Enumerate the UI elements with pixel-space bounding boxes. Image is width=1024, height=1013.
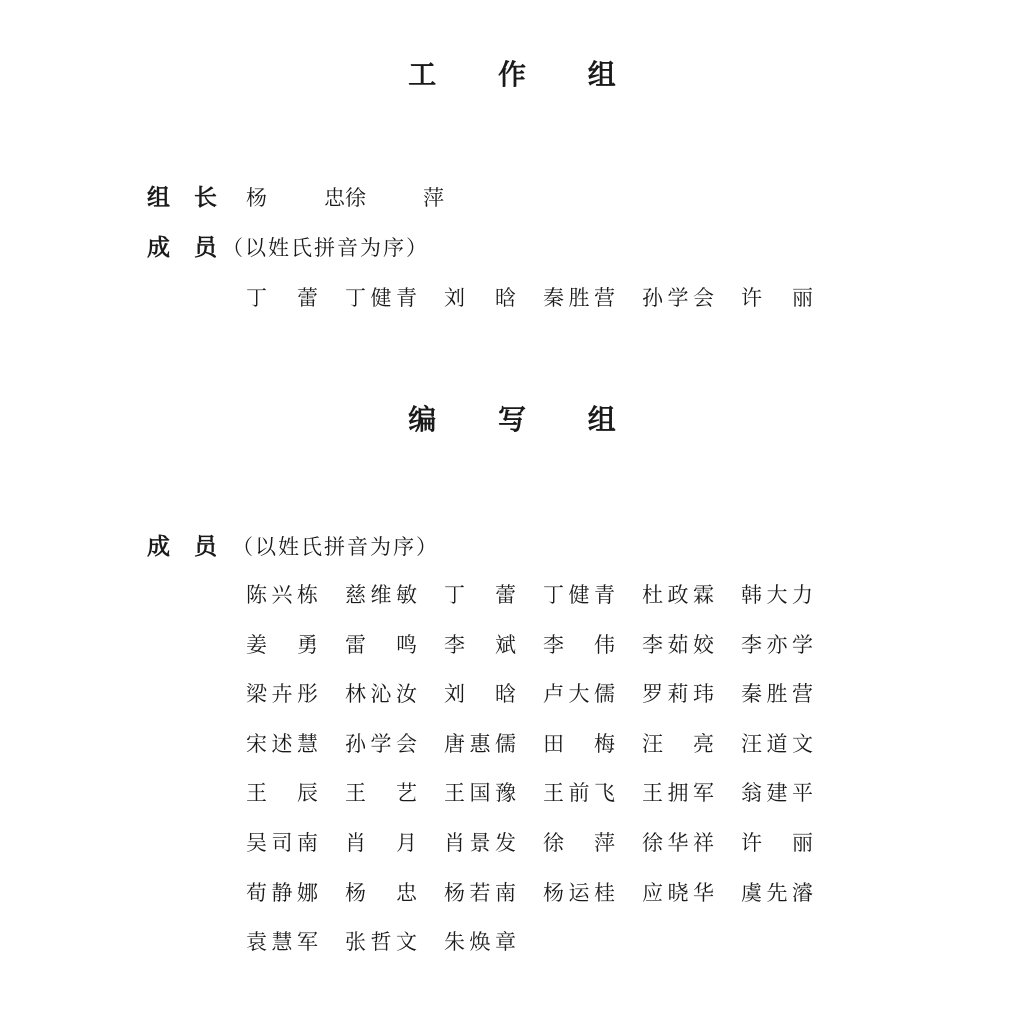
member-name: 王 艺 — [345, 781, 417, 806]
member-name: 丁 蕾 — [246, 286, 318, 310]
member-name: 宋 述 慧 — [246, 731, 318, 756]
member-name: 李 斌 — [444, 632, 516, 657]
member-name: 林 沁 汝 — [345, 682, 417, 707]
member-name: 翁 建 平 — [741, 781, 813, 806]
member-name: 雷 鸣 — [345, 632, 417, 657]
member-name: 徐 华 祥 — [642, 830, 714, 855]
member-name: 罗 莉 玮 — [642, 682, 714, 707]
work-members-note: （以姓氏拼音为序） — [222, 236, 429, 260]
member-name: 王 前 飞 — [543, 781, 615, 806]
member-name: 荀 静 娜 — [246, 880, 318, 905]
member-name: 许 丽 — [741, 286, 813, 310]
work-group-title: 工 作 组 — [408, 58, 642, 91]
member-name: 秦 胜 营 — [543, 286, 615, 310]
member-name: 李 伟 — [543, 632, 615, 657]
member-name: 杨 若 南 — [444, 880, 516, 905]
member-name: 袁 慧 军 — [246, 930, 318, 955]
member-name: 汪 亮 — [642, 731, 714, 756]
member-name: 韩 大 力 — [741, 583, 813, 607]
member-name: 朱 焕 章 — [444, 930, 516, 955]
member-name: 应 晓 华 — [642, 880, 714, 905]
member-name: 许 丽 — [741, 830, 813, 855]
member-name: 秦 胜 营 — [741, 682, 813, 707]
member-name: 张 哲 文 — [345, 930, 417, 955]
member-name: 卢 大 儒 — [543, 682, 615, 707]
member-name: 田 梅 — [543, 731, 615, 756]
member-name: 杨 忠 — [345, 880, 417, 905]
member-name: 肖 景 发 — [444, 830, 516, 855]
member-name: 唐 惠 儒 — [444, 731, 516, 756]
member-name: 陈 兴 栋 — [246, 583, 318, 607]
member-name: 吴 司 南 — [246, 830, 318, 855]
member-name: 虞 先 濬 — [741, 880, 813, 905]
member-name: 慈 维 敏 — [345, 583, 417, 607]
work-members-list — [246, 283, 840, 333]
member-name: 肖 月 — [345, 830, 417, 855]
leader-label: 组长 — [147, 185, 241, 211]
member-name: 李 亦 学 — [741, 632, 813, 657]
member-name: 丁 健 青 — [345, 286, 417, 310]
member-name: 孙 学 会 — [345, 731, 417, 756]
leader-name: 杨 忠 — [246, 186, 345, 210]
member-name: 王 拥 军 — [642, 781, 714, 806]
member-name: 汪 道 文 — [741, 731, 813, 756]
member-name: 王 辰 — [246, 781, 318, 806]
leader-list — [246, 183, 444, 213]
writing-members-label: 成员 — [147, 534, 241, 560]
member-name: 丁 蕾 — [444, 583, 516, 607]
member-name: 王 国 豫 — [444, 781, 516, 806]
member-name: 姜 勇 — [246, 632, 318, 657]
writing-members-note: （以姓氏拼音为序） — [232, 535, 439, 559]
work-members-label: 成员 — [147, 235, 241, 261]
member-name: 丁 健 青 — [543, 583, 615, 607]
writing-group-title: 编 写 组 — [408, 403, 642, 436]
member-name: 杜 政 霖 — [642, 583, 714, 607]
member-name: 刘 晗 — [444, 682, 516, 707]
member-name: 刘 晗 — [444, 286, 516, 310]
member-name: 孙 学 会 — [642, 286, 714, 310]
member-name: 徐 萍 — [543, 830, 615, 855]
member-name: 梁 卉 彤 — [246, 682, 318, 707]
member-name: 杨 运 桂 — [543, 880, 615, 905]
member-name: 李 茹 姣 — [642, 632, 714, 657]
leader-name: 徐 萍 — [345, 186, 444, 210]
writing-members-list — [246, 580, 840, 977]
